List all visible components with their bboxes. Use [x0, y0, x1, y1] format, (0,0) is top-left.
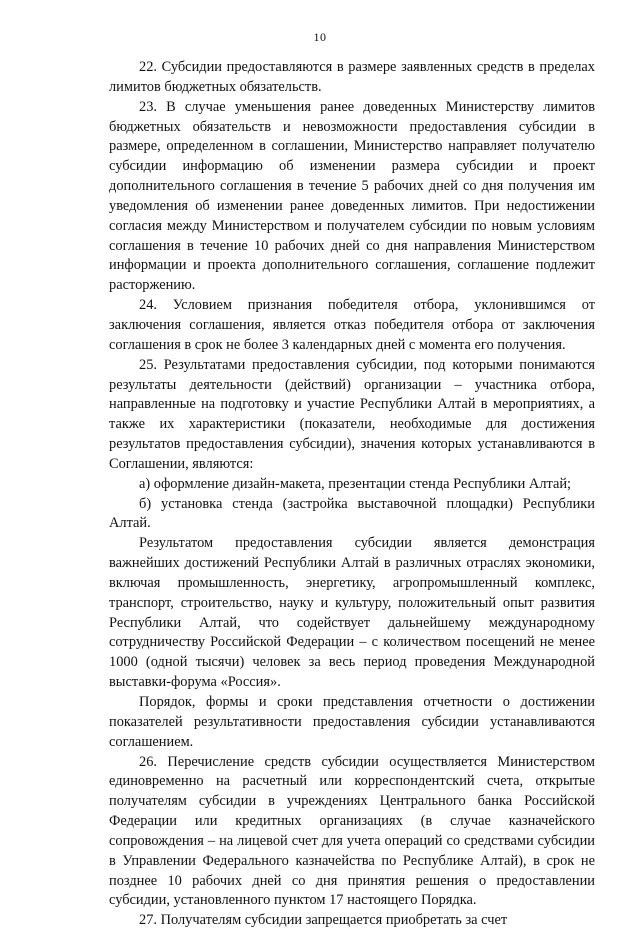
list-item-b: б) установка стенда (застройка выставочной площадки) Республики Алтай.	[109, 495, 595, 532]
paragraph-24: 24. Условием признания победителя отбора, уклонившимся от заключения соглашения, является отказ победителя отбора от заключения соглашения в срок не более 3 календарных дней с момента его получения.	[109, 297, 595, 353]
list-item-a: а) оформление дизайн-макета, презентации стенда Республики Алтай;	[139, 475, 572, 492]
paragraph-22: 22. Субсидии предоставляются в размере заявленных средств в пределах лимитов бюджетных обязательств.	[109, 59, 595, 95]
paragraph-result: Результатом предоставления субсидии является демонстрация важнейших достижений Республики Алтай в различных отраслях экономики, включая промышленность, энергетику, агропромышленный комплекс, транспорт, строительство, науку и культуру, положительный опыт развития Республики Алтай, что содействует дальнейшему международному сотрудничеству Российской Федерации – с количеством посещений не менее 1000 (одной тысячи) человек за весь период проведения Международной выставки-форума «Россия».	[109, 535, 595, 691]
paragraph-23: 23. В случае уменьшения ранее доведенных Министерству лимитов бюджетных обязательств и невозможности предоставления субсидии в размере, определенном в соглашении, Министерство направляет получателю субсидии информацию об изменении размера субсидии и проект дополнительного соглашения в течение 5 рабочих дней со дня получения им уведомления об изменении ранее доведенных лимитов. При недостижении согласия между Министерством и получателем субсидии по новым условиям соглашения в течение 10 рабочих дней со дня направления Министерством информации и проекта дополнительного соглашения, соглашение подлежит расторжению.	[109, 98, 595, 294]
page-number: 10	[313, 30, 327, 44]
document-body	[109, 58, 595, 931]
paragraph-reporting: Порядок, формы и сроки представления отчетности о достижении показателей результативности предоставления субсидии устанавливаются соглашением.	[109, 694, 595, 750]
paragraph-27: 27. Получателям субсидии запрещается приобретать за счет	[139, 912, 508, 929]
paragraph-26: 26. Перечисление средств субсидии осуществляется Министерством единовременно на расчетный или корреспондентский счета, открытые получателям субсидии в учреждениях Центрального банка Российской Федерации или кредитных организациях (в случае казначейского сопровождения – на лицевой счет для учета операций со средствами субсидии в Управлении Федерального казначейства по Республике Алтай), в срок не позднее 10 рабочих дней со дня принятия решения о предоставлении субсидии, установленного пунктом 17 настоящего Порядка.	[109, 753, 595, 909]
paragraph-25: 25. Результатами предоставления субсидии, под которыми понимаются результаты деятельности (действий) организации – участника отбора, направленные на подготовку и участие Республики Алтай в мероприятиях, а также их характеристики (показатели, необходимые для достижения результатов предоставления субсидии), значения которых устанавливаются в Соглашении, являются:	[109, 356, 595, 472]
